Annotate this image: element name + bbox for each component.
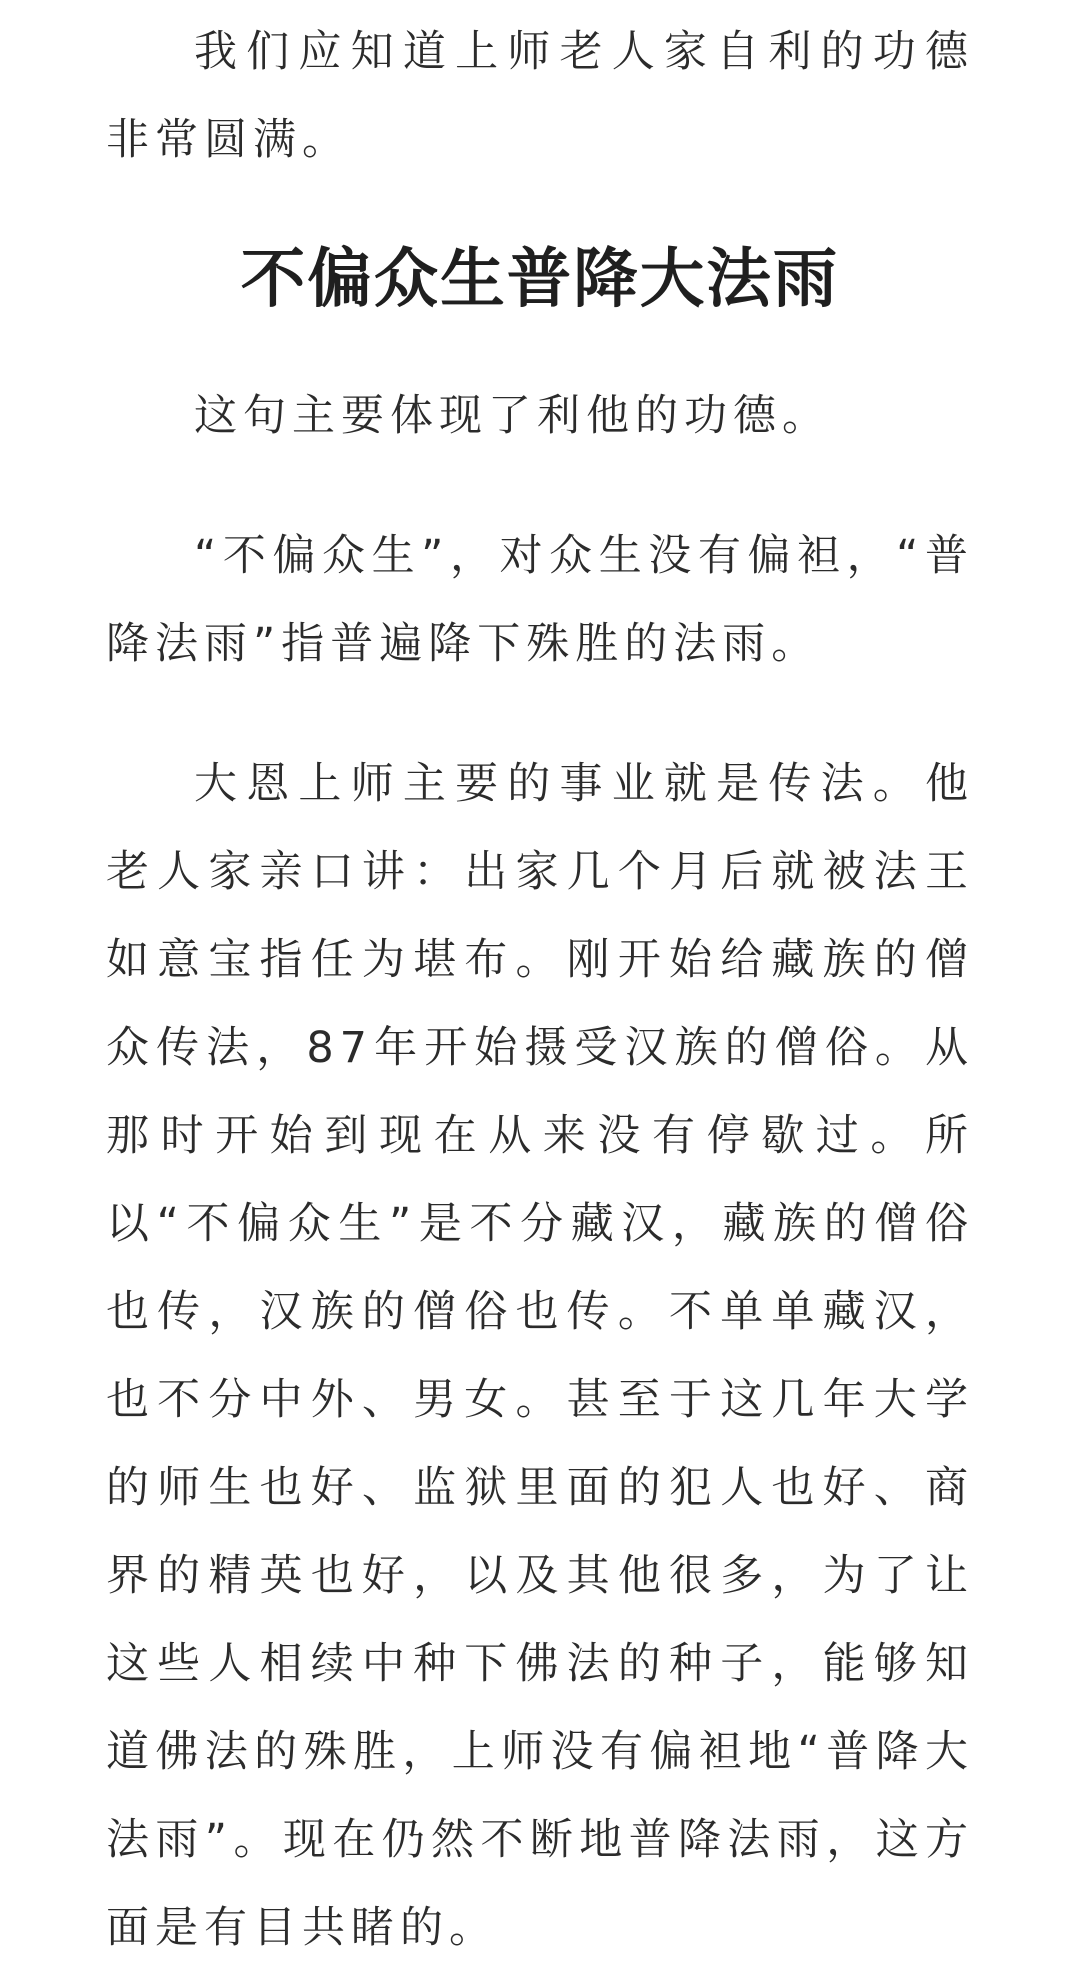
paragraph-self-benefit: 我们应知道上师老人家自利的功德非常圆满。 xyxy=(106,27,974,165)
paragraph-altruism: 这句主要体现了利他的功德。 xyxy=(194,391,831,441)
article-body xyxy=(106,0,974,1972)
section-heading: 不偏众生普降大法雨 xyxy=(240,242,840,317)
paragraph-impartial: “不偏众生”，对众生没有偏袒，“普降法雨”指普遍降下殊胜的法雨。 xyxy=(106,531,974,669)
paragraph-teaching: 大恩上师主要的事业就是传法。他老人家亲口讲：出家几个月后就被法王如意宝指任为堪布。刚开始给藏族的僧众传法，87年开始摄受汉族的僧俗。从那时开始到现在从来没有停歇过。所以“不偏众生”是不分藏汉，藏族的僧俗也传，汉族的僧俗也传。不单单藏汉，也不分中外、男女。甚至于这几年大学的师生也好、监狱里面的犯人也好、商界的精英也好，以及其他很多，为了让这些人相续中种下佛法的种子，能够知道佛法的殊胜，上师没有偏袒地“普降大法雨”。现在仍然不断地普降法雨，这方面是有目共睹的。 xyxy=(106,759,974,1953)
